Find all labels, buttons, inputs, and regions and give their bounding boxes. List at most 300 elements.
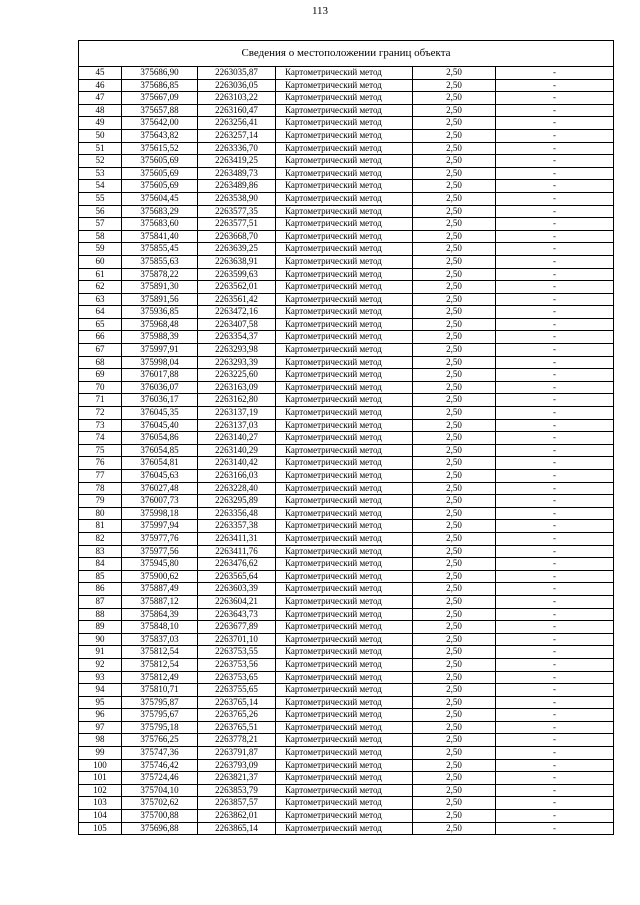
- method-cell: Картометрический метод: [276, 520, 413, 533]
- accuracy-cell: 2,50: [413, 117, 496, 130]
- coord-y-cell: 2263668,70: [198, 230, 276, 243]
- description-cell: -: [496, 545, 614, 558]
- coord-x-cell: 376045,63: [122, 470, 198, 483]
- method-cell: Картометрический метод: [276, 167, 413, 180]
- coord-x-cell: 375998,04: [122, 356, 198, 369]
- coord-x-cell: 375702,62: [122, 797, 198, 810]
- accuracy-cell: 2,50: [413, 671, 496, 684]
- method-cell: Картометрический метод: [276, 684, 413, 697]
- description-cell: -: [496, 621, 614, 634]
- method-cell: Картометрический метод: [276, 129, 413, 142]
- description-cell: -: [496, 129, 614, 142]
- description-cell: -: [496, 117, 614, 130]
- coord-y-cell: 2263853,79: [198, 784, 276, 797]
- table-row: [79, 129, 614, 142]
- coord-x-cell: 376054,81: [122, 457, 198, 470]
- point-number-cell: 55: [79, 192, 122, 205]
- accuracy-cell: 2,50: [413, 759, 496, 772]
- coord-x-cell: 375604,45: [122, 192, 198, 205]
- point-number-cell: 56: [79, 205, 122, 218]
- description-cell: -: [496, 394, 614, 407]
- accuracy-cell: 2,50: [413, 243, 496, 256]
- coord-y-cell: 2263354,37: [198, 331, 276, 344]
- table-row: [79, 784, 614, 797]
- description-cell: -: [496, 155, 614, 168]
- table-row: [79, 180, 614, 193]
- table-row: [79, 142, 614, 155]
- coord-y-cell: 2263036,05: [198, 79, 276, 92]
- accuracy-cell: 2,50: [413, 407, 496, 420]
- method-cell: Картометрический метод: [276, 495, 413, 508]
- coord-x-cell: 375615,52: [122, 142, 198, 155]
- coord-x-cell: 376027,48: [122, 482, 198, 495]
- point-number-cell: 72: [79, 407, 122, 420]
- table-row: [79, 381, 614, 394]
- method-cell: Картометрический метод: [276, 281, 413, 294]
- method-cell: Картометрический метод: [276, 117, 413, 130]
- coord-x-cell: 375724,46: [122, 772, 198, 785]
- point-number-cell: 81: [79, 520, 122, 533]
- table-row: [79, 444, 614, 457]
- method-cell: Картометрический метод: [276, 621, 413, 634]
- coord-x-cell: 375855,45: [122, 243, 198, 256]
- coord-x-cell: 375812,49: [122, 671, 198, 684]
- accuracy-cell: 2,50: [413, 444, 496, 457]
- description-cell: -: [496, 608, 614, 621]
- method-cell: Картометрический метод: [276, 293, 413, 306]
- description-cell: -: [496, 583, 614, 596]
- accuracy-cell: 2,50: [413, 696, 496, 709]
- coord-y-cell: 2263140,27: [198, 432, 276, 445]
- accuracy-cell: 2,50: [413, 784, 496, 797]
- description-cell: -: [496, 281, 614, 294]
- coord-y-cell: 2263765,26: [198, 709, 276, 722]
- method-cell: Картометрический метод: [276, 759, 413, 772]
- description-cell: -: [496, 482, 614, 495]
- table-row: [79, 570, 614, 583]
- description-cell: -: [496, 230, 614, 243]
- point-number-cell: 104: [79, 810, 122, 823]
- point-number-cell: 97: [79, 721, 122, 734]
- coord-x-cell: 375643,82: [122, 129, 198, 142]
- coord-y-cell: 2263793,09: [198, 759, 276, 772]
- table-row: [79, 721, 614, 734]
- coord-x-cell: 375642,00: [122, 117, 198, 130]
- coord-x-cell: 375988,39: [122, 331, 198, 344]
- method-cell: Картометрический метод: [276, 230, 413, 243]
- coord-x-cell: 375998,18: [122, 507, 198, 520]
- table-row: [79, 318, 614, 331]
- coord-x-cell: 376017,88: [122, 369, 198, 382]
- method-cell: Картометрический метод: [276, 696, 413, 709]
- description-cell: -: [496, 784, 614, 797]
- description-cell: -: [496, 255, 614, 268]
- point-number-cell: 48: [79, 104, 122, 117]
- coord-y-cell: 2263862,01: [198, 810, 276, 823]
- coord-x-cell: 375997,91: [122, 344, 198, 357]
- table-title: Сведения о местоположении границ объекта: [79, 41, 614, 67]
- point-number-cell: 74: [79, 432, 122, 445]
- accuracy-cell: 2,50: [413, 92, 496, 105]
- coord-y-cell: 2263489,86: [198, 180, 276, 193]
- point-number-cell: 76: [79, 457, 122, 470]
- coord-y-cell: 2263476,62: [198, 558, 276, 571]
- table-row: [79, 457, 614, 470]
- coord-x-cell: 375887,49: [122, 583, 198, 596]
- method-cell: Картометрический метод: [276, 255, 413, 268]
- description-cell: -: [496, 318, 614, 331]
- coord-x-cell: 375795,18: [122, 721, 198, 734]
- coord-y-cell: 2263166,03: [198, 470, 276, 483]
- method-cell: Картометрический метод: [276, 92, 413, 105]
- description-cell: -: [496, 646, 614, 659]
- method-cell: Картометрический метод: [276, 608, 413, 621]
- table-row: [79, 621, 614, 634]
- description-cell: -: [496, 306, 614, 319]
- accuracy-cell: 2,50: [413, 67, 496, 80]
- coord-y-cell: 2263538,90: [198, 192, 276, 205]
- point-number-cell: 93: [79, 671, 122, 684]
- coord-y-cell: 2263472,16: [198, 306, 276, 319]
- coord-y-cell: 2263293,98: [198, 344, 276, 357]
- table-row: [79, 192, 614, 205]
- coord-y-cell: 2263137,03: [198, 419, 276, 432]
- method-cell: Картометрический метод: [276, 709, 413, 722]
- accuracy-cell: 2,50: [413, 558, 496, 571]
- accuracy-cell: 2,50: [413, 104, 496, 117]
- table-row: [79, 230, 614, 243]
- description-cell: -: [496, 747, 614, 760]
- table-row: [79, 558, 614, 571]
- coord-x-cell: 375837,03: [122, 633, 198, 646]
- table-row: [79, 67, 614, 80]
- coord-y-cell: 2263565,64: [198, 570, 276, 583]
- coord-y-cell: 2263857,57: [198, 797, 276, 810]
- point-number-cell: 53: [79, 167, 122, 180]
- point-number-cell: 80: [79, 507, 122, 520]
- table-row: [79, 633, 614, 646]
- table-row: [79, 281, 614, 294]
- coord-y-cell: 2263162,80: [198, 394, 276, 407]
- point-number-cell: 69: [79, 369, 122, 382]
- description-cell: -: [496, 658, 614, 671]
- coord-x-cell: 375848,10: [122, 621, 198, 634]
- coord-x-cell: 375795,67: [122, 709, 198, 722]
- coord-x-cell: 375878,22: [122, 268, 198, 281]
- table-row: [79, 155, 614, 168]
- point-number-cell: 67: [79, 344, 122, 357]
- table-row: [79, 797, 614, 810]
- point-number-cell: 57: [79, 218, 122, 231]
- table-row: [79, 532, 614, 545]
- coord-x-cell: 376036,07: [122, 381, 198, 394]
- accuracy-cell: 2,50: [413, 344, 496, 357]
- coord-y-cell: 2263419,25: [198, 155, 276, 168]
- accuracy-cell: 2,50: [413, 356, 496, 369]
- point-number-cell: 49: [79, 117, 122, 130]
- description-cell: -: [496, 520, 614, 533]
- coord-x-cell: 376007,73: [122, 495, 198, 508]
- method-cell: Картометрический метод: [276, 369, 413, 382]
- point-number-cell: 70: [79, 381, 122, 394]
- description-cell: -: [496, 734, 614, 747]
- table-row: [79, 331, 614, 344]
- method-cell: Картометрический метод: [276, 394, 413, 407]
- method-cell: Картометрический метод: [276, 595, 413, 608]
- coord-x-cell: 375810,71: [122, 684, 198, 697]
- method-cell: Картометрический метод: [276, 205, 413, 218]
- table-row: [79, 671, 614, 684]
- coord-y-cell: 2263603,39: [198, 583, 276, 596]
- coord-x-cell: 375667,09: [122, 92, 198, 105]
- description-cell: -: [496, 721, 614, 734]
- page-number: 113: [311, 5, 329, 17]
- description-cell: -: [496, 67, 614, 80]
- coord-y-cell: 2263411,31: [198, 532, 276, 545]
- table-row: [79, 268, 614, 281]
- table-row: [79, 167, 614, 180]
- method-cell: Картометрический метод: [276, 419, 413, 432]
- point-number-cell: 103: [79, 797, 122, 810]
- accuracy-cell: 2,50: [413, 394, 496, 407]
- method-cell: Картометрический метод: [276, 646, 413, 659]
- coord-y-cell: 2263561,42: [198, 293, 276, 306]
- coord-y-cell: 2263160,47: [198, 104, 276, 117]
- accuracy-cell: 2,50: [413, 507, 496, 520]
- accuracy-cell: 2,50: [413, 482, 496, 495]
- point-number-cell: 95: [79, 696, 122, 709]
- coord-x-cell: 375812,54: [122, 646, 198, 659]
- method-cell: Картометрический метод: [276, 79, 413, 92]
- coord-x-cell: 375605,69: [122, 180, 198, 193]
- accuracy-cell: 2,50: [413, 633, 496, 646]
- method-cell: Картометрический метод: [276, 470, 413, 483]
- method-cell: Картометрический метод: [276, 344, 413, 357]
- table-row: [79, 218, 614, 231]
- table-row: [79, 419, 614, 432]
- description-cell: -: [496, 419, 614, 432]
- point-number-cell: 102: [79, 784, 122, 797]
- coord-y-cell: 2263765,14: [198, 696, 276, 709]
- accuracy-cell: 2,50: [413, 621, 496, 634]
- coord-y-cell: 2263753,55: [198, 646, 276, 659]
- coord-x-cell: 376045,40: [122, 419, 198, 432]
- coord-x-cell: 375855,63: [122, 255, 198, 268]
- description-cell: -: [496, 470, 614, 483]
- coord-y-cell: 2263778,21: [198, 734, 276, 747]
- coord-y-cell: 2263228,40: [198, 482, 276, 495]
- description-cell: -: [496, 822, 614, 835]
- description-cell: -: [496, 696, 614, 709]
- coord-x-cell: 376054,85: [122, 444, 198, 457]
- point-number-cell: 47: [79, 92, 122, 105]
- description-cell: -: [496, 810, 614, 823]
- coord-y-cell: 2263256,41: [198, 117, 276, 130]
- coord-x-cell: 375997,94: [122, 520, 198, 533]
- table-row: [79, 104, 614, 117]
- point-number-cell: 65: [79, 318, 122, 331]
- accuracy-cell: 2,50: [413, 142, 496, 155]
- point-number-cell: 51: [79, 142, 122, 155]
- table-row: [79, 608, 614, 621]
- table-row: [79, 507, 614, 520]
- accuracy-cell: 2,50: [413, 369, 496, 382]
- coord-x-cell: 375686,90: [122, 67, 198, 80]
- accuracy-cell: 2,50: [413, 230, 496, 243]
- method-cell: Картометрический метод: [276, 747, 413, 760]
- method-cell: Картометрический метод: [276, 306, 413, 319]
- coord-x-cell: 375696,88: [122, 822, 198, 835]
- point-number-cell: 45: [79, 67, 122, 80]
- point-number-cell: 86: [79, 583, 122, 596]
- coord-y-cell: 2263140,29: [198, 444, 276, 457]
- method-cell: Картометрический метод: [276, 218, 413, 231]
- description-cell: -: [496, 268, 614, 281]
- accuracy-cell: 2,50: [413, 167, 496, 180]
- table-row: [79, 394, 614, 407]
- accuracy-cell: 2,50: [413, 747, 496, 760]
- coord-y-cell: 2263293,39: [198, 356, 276, 369]
- point-number-cell: 88: [79, 608, 122, 621]
- table-row: [79, 810, 614, 823]
- coord-y-cell: 2263357,38: [198, 520, 276, 533]
- method-cell: Картометрический метод: [276, 457, 413, 470]
- point-number-cell: 94: [79, 684, 122, 697]
- table-row: [79, 306, 614, 319]
- point-number-cell: 78: [79, 482, 122, 495]
- accuracy-cell: 2,50: [413, 268, 496, 281]
- point-number-cell: 60: [79, 255, 122, 268]
- accuracy-cell: 2,50: [413, 218, 496, 231]
- coord-x-cell: 375605,69: [122, 155, 198, 168]
- description-cell: -: [496, 344, 614, 357]
- method-cell: Картометрический метод: [276, 671, 413, 684]
- method-cell: Картометрический метод: [276, 180, 413, 193]
- point-number-cell: 83: [79, 545, 122, 558]
- table-row: [79, 595, 614, 608]
- coord-x-cell: 375657,88: [122, 104, 198, 117]
- method-cell: Картометрический метод: [276, 356, 413, 369]
- accuracy-cell: 2,50: [413, 595, 496, 608]
- accuracy-cell: 2,50: [413, 180, 496, 193]
- method-cell: Картометрический метод: [276, 772, 413, 785]
- point-number-cell: 71: [79, 394, 122, 407]
- coord-y-cell: 2263137,19: [198, 407, 276, 420]
- accuracy-cell: 2,50: [413, 331, 496, 344]
- coord-x-cell: 375968,48: [122, 318, 198, 331]
- coord-x-cell: 375700,88: [122, 810, 198, 823]
- point-number-cell: 82: [79, 532, 122, 545]
- accuracy-cell: 2,50: [413, 810, 496, 823]
- accuracy-cell: 2,50: [413, 470, 496, 483]
- point-number-cell: 84: [79, 558, 122, 571]
- coord-y-cell: 2263599,63: [198, 268, 276, 281]
- table-title-row: [79, 41, 614, 67]
- accuracy-cell: 2,50: [413, 495, 496, 508]
- table-row: [79, 293, 614, 306]
- accuracy-cell: 2,50: [413, 129, 496, 142]
- description-cell: -: [496, 495, 614, 508]
- point-number-cell: 64: [79, 306, 122, 319]
- table-row: [79, 759, 614, 772]
- table-row: [79, 495, 614, 508]
- accuracy-cell: 2,50: [413, 608, 496, 621]
- accuracy-cell: 2,50: [413, 306, 496, 319]
- description-cell: -: [496, 671, 614, 684]
- table-row: [79, 407, 614, 420]
- description-cell: -: [496, 167, 614, 180]
- coord-x-cell: 375795,87: [122, 696, 198, 709]
- description-cell: -: [496, 205, 614, 218]
- table-row: [79, 520, 614, 533]
- coord-y-cell: 2263140,42: [198, 457, 276, 470]
- description-cell: -: [496, 92, 614, 105]
- description-cell: -: [496, 218, 614, 231]
- coord-x-cell: 375766,25: [122, 734, 198, 747]
- coord-y-cell: 2263336,70: [198, 142, 276, 155]
- coord-x-cell: 375683,29: [122, 205, 198, 218]
- description-cell: -: [496, 457, 614, 470]
- accuracy-cell: 2,50: [413, 709, 496, 722]
- accuracy-cell: 2,50: [413, 432, 496, 445]
- method-cell: Картометрический метод: [276, 784, 413, 797]
- accuracy-cell: 2,50: [413, 721, 496, 734]
- table-row: [79, 646, 614, 659]
- method-cell: Картометрический метод: [276, 734, 413, 747]
- table-row: [79, 696, 614, 709]
- table-row: [79, 356, 614, 369]
- coord-x-cell: 375936,85: [122, 306, 198, 319]
- accuracy-cell: 2,50: [413, 734, 496, 747]
- method-cell: Картометрический метод: [276, 583, 413, 596]
- method-cell: Картометрический метод: [276, 407, 413, 420]
- table-row: [79, 482, 614, 495]
- coord-x-cell: 375841,40: [122, 230, 198, 243]
- method-cell: Картометрический метод: [276, 381, 413, 394]
- description-cell: -: [496, 570, 614, 583]
- description-cell: -: [496, 558, 614, 571]
- method-cell: Картометрический метод: [276, 482, 413, 495]
- table-body: [79, 41, 614, 835]
- point-number-cell: 98: [79, 734, 122, 747]
- method-cell: Картометрический метод: [276, 545, 413, 558]
- accuracy-cell: 2,50: [413, 419, 496, 432]
- point-number-cell: 79: [79, 495, 122, 508]
- coord-x-cell: 375891,56: [122, 293, 198, 306]
- method-cell: Картометрический метод: [276, 558, 413, 571]
- point-number-cell: 85: [79, 570, 122, 583]
- method-cell: Картометрический метод: [276, 192, 413, 205]
- coord-x-cell: 375887,12: [122, 595, 198, 608]
- coord-y-cell: 2263791,87: [198, 747, 276, 760]
- description-cell: -: [496, 595, 614, 608]
- method-cell: Картометрический метод: [276, 822, 413, 835]
- coord-y-cell: 2263489,73: [198, 167, 276, 180]
- description-cell: -: [496, 192, 614, 205]
- point-number-cell: 59: [79, 243, 122, 256]
- accuracy-cell: 2,50: [413, 646, 496, 659]
- point-number-cell: 61: [79, 268, 122, 281]
- coord-y-cell: 2263257,14: [198, 129, 276, 142]
- table-row: [79, 255, 614, 268]
- table-row: [79, 344, 614, 357]
- coord-y-cell: 2263562,01: [198, 281, 276, 294]
- description-cell: -: [496, 633, 614, 646]
- point-number-cell: 101: [79, 772, 122, 785]
- accuracy-cell: 2,50: [413, 255, 496, 268]
- table-row: [79, 658, 614, 671]
- coord-y-cell: 2263035,87: [198, 67, 276, 80]
